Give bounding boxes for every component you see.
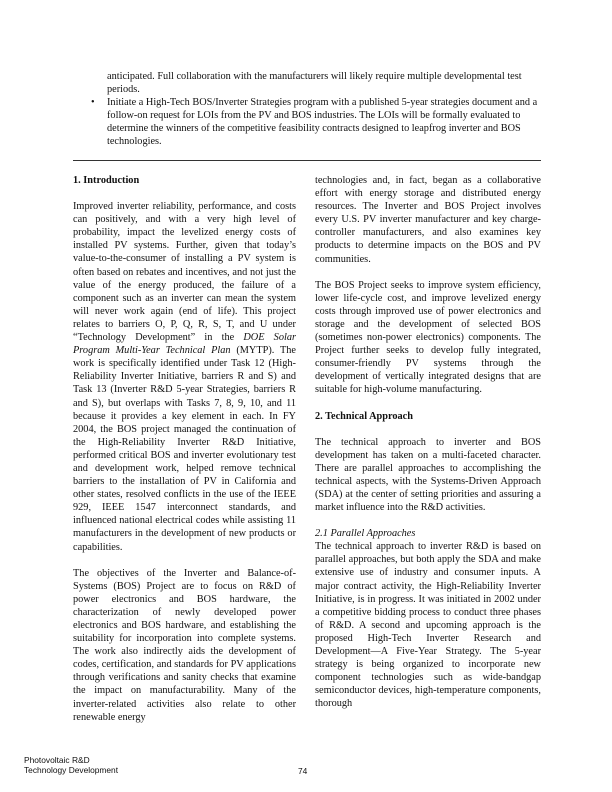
- right-paragraph-3: The technical approach to inverter and BOS development has taken on a multi-faceted character. There are parallel approaches to accomplishing the technical aspects, with the Systems-Driven Approach (SDA) at the center of setting priorities and assuring a market influence into the R&D activities.: [315, 436, 541, 514]
- bullet-list: [73, 96, 541, 148]
- page-footer: [24, 755, 118, 775]
- intro-paragraph-2: The objectives of the Inverter and Balance-of-Systems (BOS) Project are to focus on R&D of power electronics and BOS hardware, the characterization of newly developed power electronics and BOS hardware, and establishing the suitability for incorporation into complete systems. The work also indirectly aids the development of codes, certification, and standards for PV applications through verifications and sanity checks that examine the impact on manufacturability. Many of the inverter-related activities also relate to other renewable energy: [73, 567, 296, 723]
- continued-bullet-text: anticipated. Full collaboration with the manufacturers will likely require multiple developmental test periods.: [107, 71, 522, 96]
- subsection-heading-parallel-approaches: 2.1 Parallel Approaches: [315, 528, 416, 540]
- right-column: [315, 174, 541, 723]
- page-number: 74: [298, 766, 308, 776]
- bullet-text: Initiate a High-Tech BOS/Inverter Strategies program with a published 5-year strategies document and a follow-on request for LOIs from the PV and BOS industries. The LOIs will be formally evaluated to determine the winners of the competitive feasibility contracts designed to leapfrog inverter and BOS technologies.: [107, 97, 538, 148]
- right-paragraph-4: The technical approach to inverter R&D is based on parallel approaches, but both apply the SDA and make extensive use of industry and consumer inputs. A major contract activity, the High-Reliability Inverter Initiative, is in progress. It was initiated in 2002 under a competitive bidding process to conduct three phases of R&D. A second and upcoming approach is the proposed High-Tech Inverter Research and Development—A Five-Year Strategy. The 5-year strategy is being organized to incorporate new component technologies such as wide-bandgap semiconductor devices, high-temperature components, thorough: [315, 541, 541, 710]
- mytp-title: DOE Solar Program Multi-Year Technical Plan: [73, 332, 296, 357]
- right-paragraph-2: The BOS Project seeks to improve system efficiency, lower life-cycle cost, and improve levelized energy costs through improved use of power electronics and storage and the development of selected BOS (sometimes non-power electronics) components. The Project further seeks to develop fully integrated, consumer-friendly PV systems through the development of vertically integrated designs that are suitable for high-volume manufacturing.: [315, 279, 541, 396]
- intro-text-b: (MYTP). The work is specifically identified under Task 12 (High-Reliability Inverter Initiative, barriers R and S) and Task 13 (Inverter R&D 5-year Strategies, barriers R and S), but overlaps with Tasks 7, 8, 9, 10, and 11 because it provides a key element in each. In FY 2004, the BOS project managed the continuation of the High-Reliability Inverter R&D Initiative, performed critical BOS and inverter evolutionary test and development work, helped remove technical barriers to the installation of PV in California and other states, resolved conflicts in the use of the IEEE 929, IEEE 1547 interconnect standards, and influenced national electrical codes while assisting 11 manufacturers in the development of new products or capabilities.: [73, 345, 296, 553]
- top-continuation-block: [73, 70, 541, 149]
- section-heading-introduction: 1. Introduction: [73, 175, 140, 186]
- section-divider: [73, 160, 541, 161]
- list-item: [73, 96, 541, 148]
- section-heading-technical-approach: 2. Technical Approach: [315, 410, 413, 422]
- right-paragraph-1: technologies and, in fact, began as a collaborative effort with energy storage and distributed energy resources. The Inverter and BOS Project involves every U.S. PV inverter manufacturer and key charge-controller manufacturers, and also examines key products to determine impacts on the BOS and PV communities.: [315, 175, 541, 265]
- intro-paragraph-1: [73, 200, 296, 554]
- footer-line-1: Photovoltaic R&D: [24, 755, 90, 765]
- footer-line-2: Technology Development: [24, 765, 119, 775]
- left-column: [73, 174, 296, 737]
- intro-text-a: Improved inverter reliability, performance, and costs can positively, and with a very high level of probability, impact the levelized energy costs of installed PV systems. Further, given that today’s value-to-the-consumer of installing a PV system is often based on rebates and incentives, and not just the value of the energy produced, the failure of a component such as an inverter can mean the system will never work again (end of life). This project relates to barriers O, P, Q, R, S, T, and U under “Technology Development” in the: [73, 201, 296, 344]
- bullet-icon: •: [91, 97, 95, 109]
